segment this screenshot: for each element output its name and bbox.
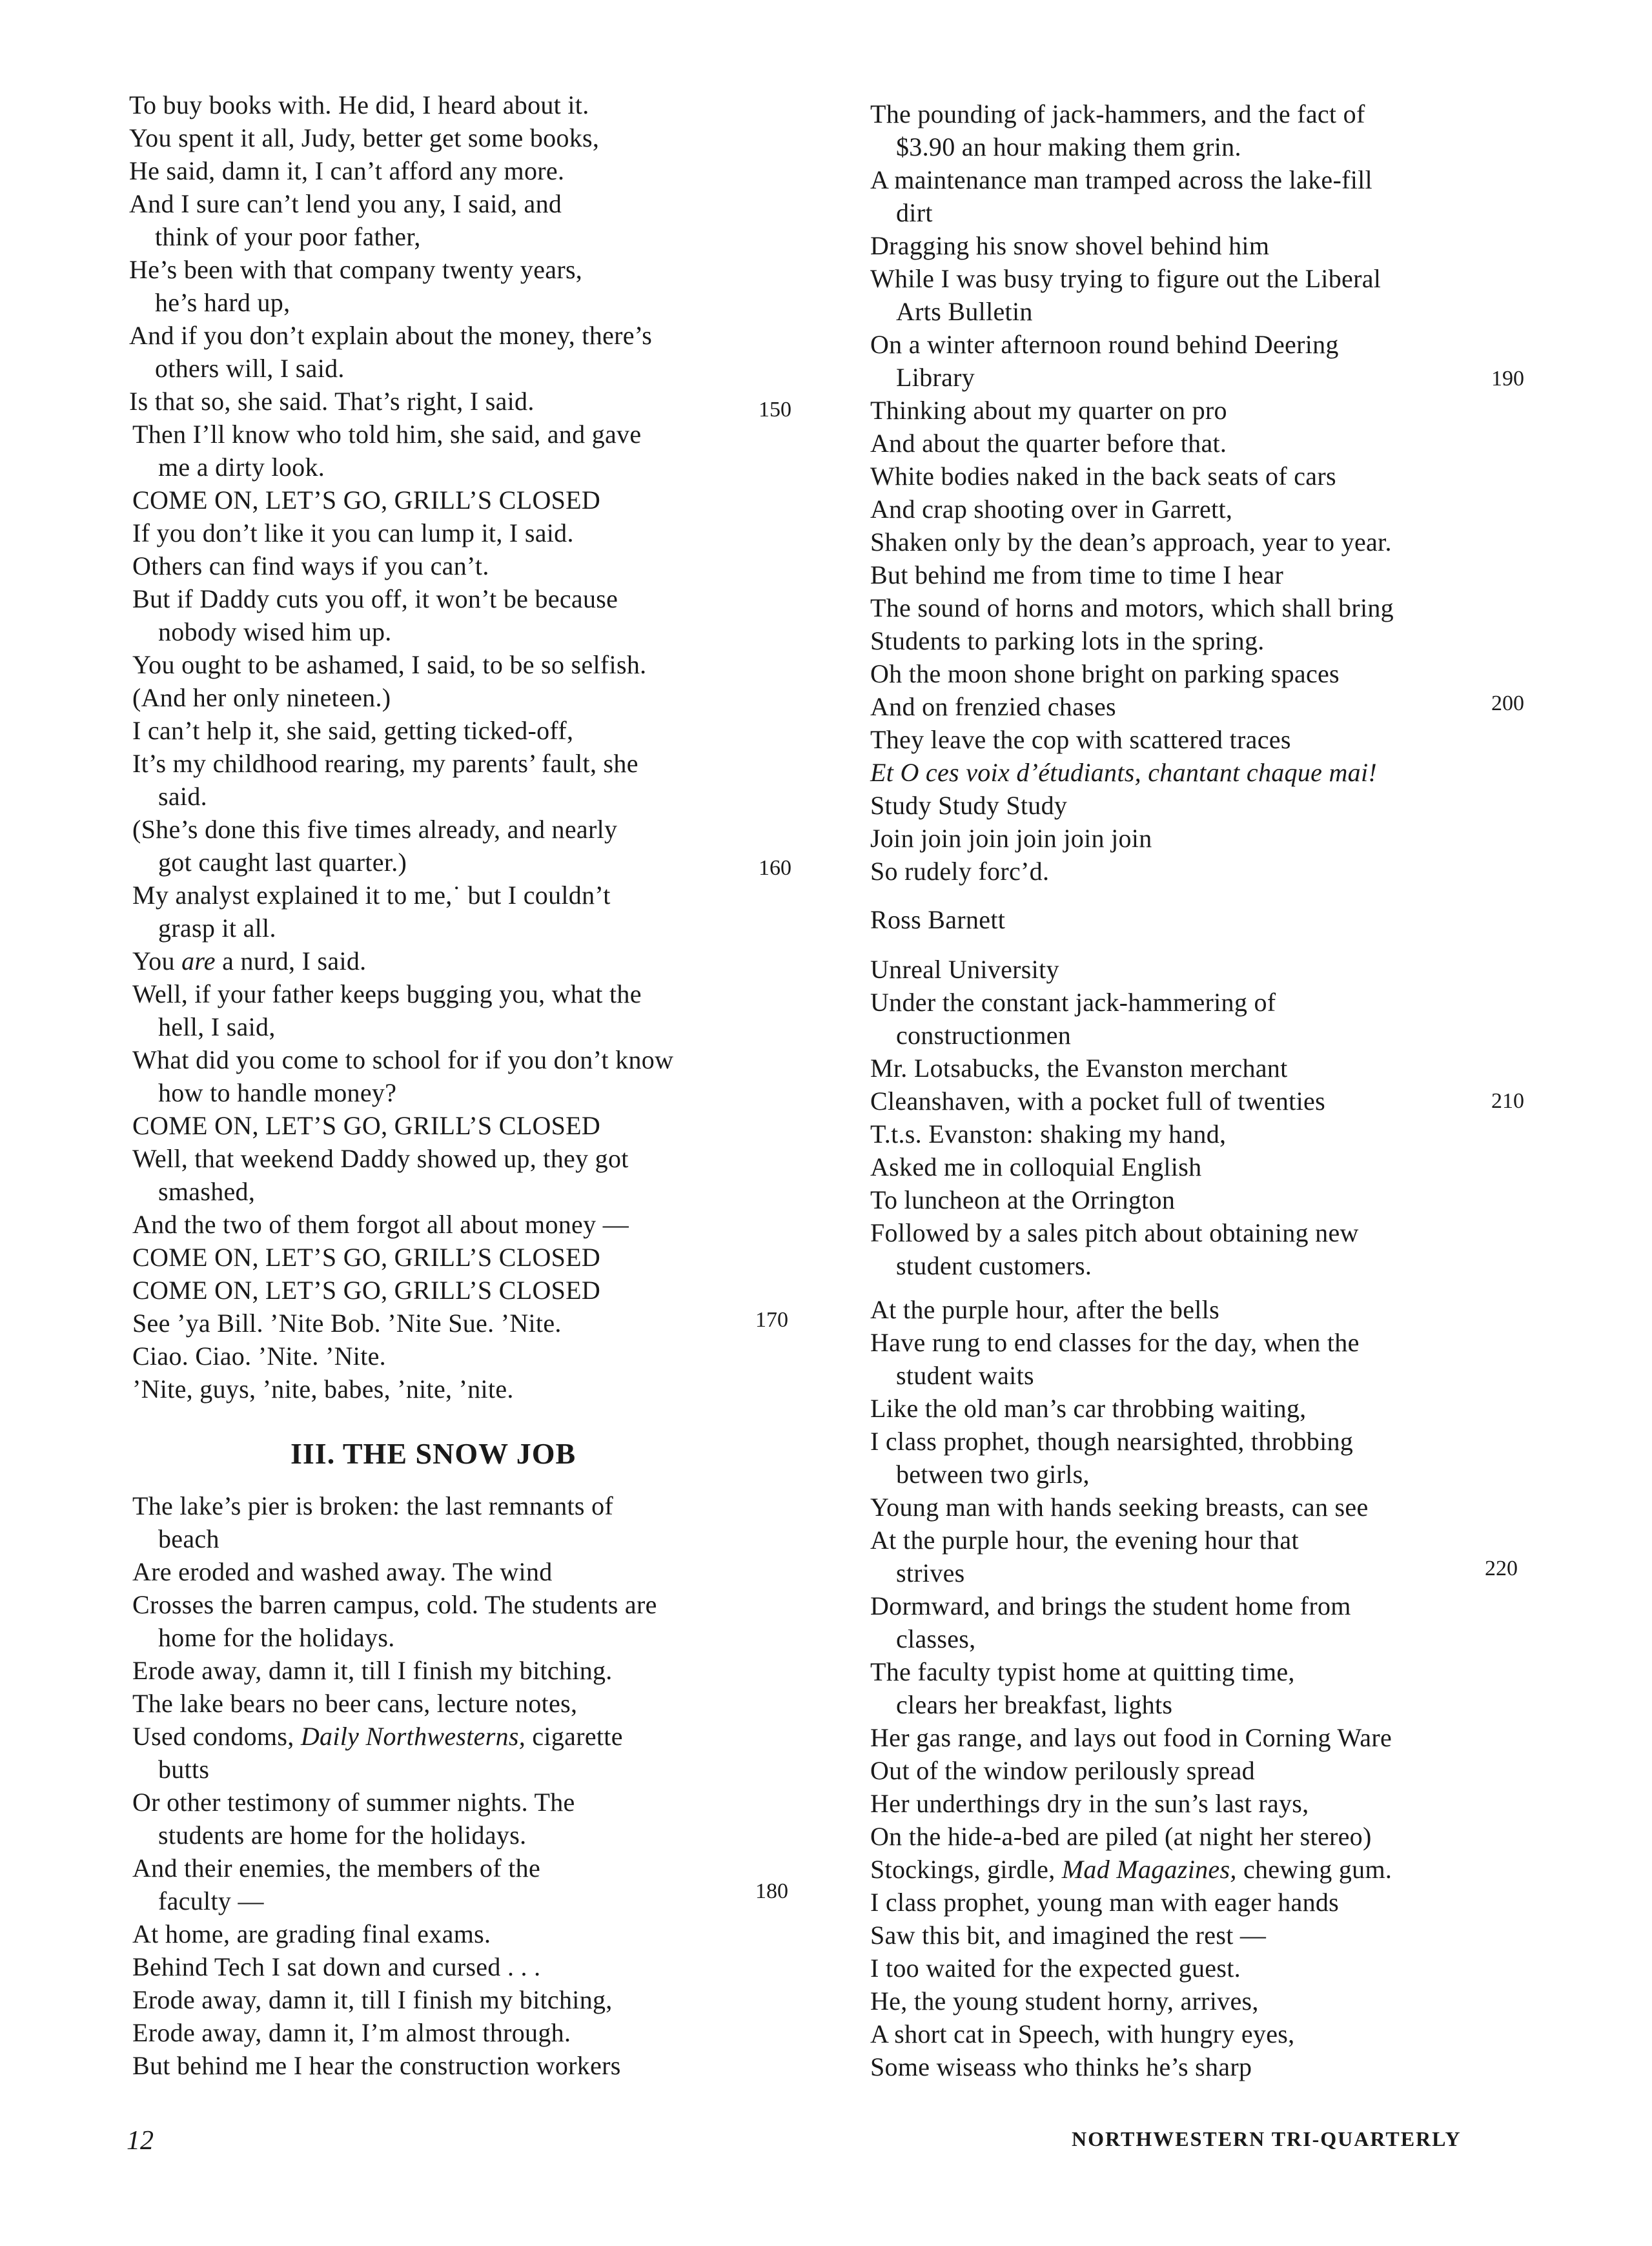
poem-line: The lake’s pier is broken: the last remnants of bbox=[132, 1491, 613, 1520]
poem-line: You spent it all, Judy, better get some books, bbox=[129, 123, 600, 152]
poem-line: Then I’ll know who told him, she said, and gave bbox=[132, 420, 642, 449]
poem-line: Are eroded and washed away. The wind bbox=[132, 1557, 553, 1586]
poem-line: At the purple hour, after the bells bbox=[870, 1295, 1219, 1324]
poem-line: Join join join join join join bbox=[870, 824, 1152, 853]
poem-text: Stockings, girdle, bbox=[870, 1855, 1062, 1884]
poem-line: Arts Bulletin bbox=[896, 297, 1033, 326]
poem-line: grasp it all. bbox=[158, 914, 276, 943]
poem-line: The faculty typist home at quitting time, bbox=[870, 1657, 1295, 1686]
poem-line: My analyst explained it to me,˙ but I couldn’t bbox=[132, 881, 611, 910]
poem-line: others will, I said. bbox=[155, 354, 345, 383]
line-number: 170 bbox=[755, 1308, 788, 1332]
poem-line: Followed by a sales pitch about obtaining new bbox=[870, 1218, 1359, 1247]
poem-line: But behind me I hear the construction workers bbox=[132, 2051, 621, 2080]
poem-line: So rudely forc’d. bbox=[870, 857, 1050, 886]
poem-line: classes, bbox=[896, 1624, 976, 1653]
poem-line: Erode away, damn it, I’m almost through. bbox=[132, 2018, 571, 2047]
poem-line: Well, if your father keeps bugging you, what the bbox=[132, 979, 642, 1008]
poem-emphasis: Daily Northwesterns, bbox=[300, 1722, 526, 1751]
poem-text: chewing gum. bbox=[1236, 1855, 1392, 1884]
poem-line: Dragging his snow shovel behind him bbox=[870, 231, 1270, 260]
poem-line: strives bbox=[896, 1558, 965, 1588]
page-number: 12 bbox=[127, 2126, 154, 2156]
poem-line: He said, damn it, I can’t afford any more. bbox=[129, 156, 565, 185]
line-number: 200 bbox=[1491, 691, 1524, 715]
poem-line: White bodies naked in the back seats of cars bbox=[870, 462, 1336, 491]
poem-line: Well, that weekend Daddy showed up, they got bbox=[132, 1144, 629, 1173]
poem-line: student waits bbox=[896, 1361, 1034, 1390]
poem-line: I class prophet, young man with eager hands bbox=[870, 1888, 1340, 1917]
poem-line: And about the quarter before that. bbox=[870, 429, 1227, 458]
poem-line: dirt bbox=[896, 198, 933, 227]
poem-line: Unreal University bbox=[870, 955, 1059, 984]
poem-line: Oh the moon shone bright on parking spaces bbox=[870, 659, 1340, 688]
poem-line: Erode away, damn it, till I finish my bitching, bbox=[132, 1985, 613, 2014]
poem-line: He’s been with that company twenty years, bbox=[129, 255, 583, 284]
line-number: 150 bbox=[759, 398, 791, 422]
poem-line: got caught last quarter.) bbox=[158, 848, 407, 877]
poem-emphasis: Et O ces voix d’étudiants, chantant chaque mai! bbox=[870, 758, 1378, 787]
poem-line: A short cat in Speech, with hungry eyes, bbox=[870, 2019, 1295, 2048]
poem-line: home for the holidays. bbox=[158, 1623, 395, 1652]
poem-line: And the two of them forgot all about money — bbox=[132, 1210, 629, 1239]
line-number: 210 bbox=[1491, 1089, 1524, 1113]
line-number: 190 bbox=[1491, 367, 1524, 391]
poem-line: What did you come to school for if you don’t know bbox=[132, 1045, 674, 1074]
poem-line: students are home for the holidays. bbox=[158, 1821, 527, 1850]
poem-line: To luncheon at the Orrington bbox=[870, 1185, 1176, 1214]
line-number: 180 bbox=[755, 1879, 788, 1903]
poem-text: You bbox=[132, 946, 182, 975]
poem-line: Like the old man’s car throbbing waiting, bbox=[870, 1394, 1307, 1423]
poem-line: I can’t help it, she said, getting ticked-off, bbox=[132, 716, 574, 745]
poem-line: between two girls, bbox=[896, 1460, 1090, 1489]
poem-line: Asked me in colloquial English bbox=[870, 1152, 1202, 1181]
poem-line: And if you don’t explain about the money, there’s bbox=[129, 321, 653, 350]
section-heading: III. THE SNOW JOB bbox=[291, 1437, 576, 1470]
poem-line: A maintenance man tramped across the lake-fill bbox=[870, 165, 1372, 194]
poem-line: He, the young student horny, arrives, bbox=[870, 1986, 1259, 2016]
poem-line: ’Nite, guys, ’nite, babes, ’nite, ’nite. bbox=[132, 1374, 514, 1404]
poem-line: $3.90 an hour making them grin. bbox=[896, 132, 1241, 161]
poem-line: Ciao. Ciao. ’Nite. ’Nite. bbox=[132, 1342, 386, 1371]
poem-line: If you don’t like it you can lump it, I said. bbox=[132, 518, 574, 547]
poem-line: hell, I said, bbox=[158, 1012, 276, 1041]
poem-line: Crosses the barren campus, cold. The students are bbox=[132, 1590, 657, 1619]
poem-line: The pounding of jack-hammers, and the fact of bbox=[870, 99, 1365, 128]
poem-line: said. bbox=[158, 782, 207, 811]
poem-line: While I was busy trying to figure out the Liberal bbox=[870, 264, 1382, 293]
poem-line bbox=[132, 1720, 623, 1753]
poem-line: Study Study Study bbox=[870, 791, 1068, 820]
poem-line: Her underthings dry in the sun’s last rays, bbox=[870, 1789, 1309, 1818]
poem-line: COME ON, LET’S GO, GRILL’S CLOSED bbox=[132, 485, 601, 515]
poem-line: Dormward, and brings the student home from bbox=[870, 1591, 1351, 1620]
poem-line: I too waited for the expected guest. bbox=[870, 1954, 1241, 1983]
poem-line: Shaken only by the dean’s approach, year to year. bbox=[870, 527, 1392, 556]
poem-line: Thinking about my quarter on pro bbox=[870, 396, 1227, 425]
poem-line: he’s hard up, bbox=[155, 288, 291, 317]
poem-text: Used condoms, bbox=[132, 1722, 301, 1751]
poem-line: And crap shooting over in Garrett, bbox=[870, 495, 1233, 524]
poem-line: At the purple hour, the evening hour that bbox=[870, 1526, 1299, 1555]
poem-emphasis: are bbox=[181, 946, 216, 975]
poem-line: On a winter afternoon round behind Deering bbox=[870, 330, 1339, 359]
poem-line: At home, are grading final exams. bbox=[132, 1919, 491, 1948]
poem-line: Cleanshaven, with a pocket full of twenties bbox=[870, 1087, 1325, 1116]
poem-line: student customers. bbox=[896, 1251, 1092, 1280]
poem-line: nobody wised him up. bbox=[158, 617, 392, 646]
poem-line: And on frenzied chases bbox=[870, 692, 1116, 721]
poem-line bbox=[870, 757, 1377, 789]
poem-line: Library bbox=[896, 363, 975, 392]
poem-line: And I sure can’t lend you any, I said, and bbox=[129, 189, 562, 218]
poem-line: I class prophet, though nearsighted, throbbing bbox=[870, 1427, 1354, 1456]
poem-line: Others can find ways if you can’t. bbox=[132, 551, 489, 580]
poem-line: To buy books with. He did, I heard about it. bbox=[129, 90, 589, 119]
poem-line: Is that so, she said. That’s right, I said. bbox=[129, 387, 535, 416]
poem-line: Some wiseass who thinks he’s sharp bbox=[870, 2052, 1252, 2081]
poem-line: (And her only nineteen.) bbox=[132, 683, 391, 712]
poem-line: how to handle money? bbox=[158, 1078, 397, 1107]
poem-line: Her gas range, and lays out food in Corning Ware bbox=[870, 1723, 1392, 1752]
poem-line: Saw this bit, and imagined the rest — bbox=[870, 1921, 1267, 1950]
poem-line: COME ON, LET’S GO, GRILL’S CLOSED bbox=[132, 1243, 601, 1272]
poem-line: Or other testimony of summer nights. The bbox=[132, 1788, 575, 1817]
poem-line: Erode away, damn it, till I finish my bitching. bbox=[132, 1656, 613, 1685]
poem-line: COME ON, LET’S GO, GRILL’S CLOSED bbox=[132, 1276, 601, 1305]
line-number: 220 bbox=[1485, 1557, 1518, 1580]
poem-line: The lake bears no beer cans, lecture notes, bbox=[132, 1689, 578, 1718]
poem-line: Mr. Lotsabucks, the Evanston merchant bbox=[870, 1054, 1288, 1083]
poem-line: COME ON, LET’S GO, GRILL’S CLOSED bbox=[132, 1111, 601, 1140]
poem-line: On the hide-a-bed are piled (at night her stereo) bbox=[870, 1822, 1372, 1851]
poem-line: Under the constant jack-hammering of bbox=[870, 988, 1276, 1017]
poem-text: a nurd, I said. bbox=[215, 946, 367, 975]
poem-line: Out of the window perilously spread bbox=[870, 1756, 1255, 1785]
poem-line: Behind Tech I sat down and cursed . . . bbox=[132, 1952, 541, 1981]
poem-line: clears her breakfast, lights bbox=[896, 1690, 1173, 1719]
poem-line: beach bbox=[158, 1524, 219, 1553]
poem-line: smashed, bbox=[158, 1177, 256, 1206]
journal-title: NORTHWESTERN TRI-QUARTERLY bbox=[1072, 2127, 1462, 2150]
line-number: 160 bbox=[759, 856, 791, 880]
poem-emphasis: Mad Magazines, bbox=[1061, 1855, 1237, 1884]
poem-line: They leave the cop with scattered traces bbox=[870, 725, 1291, 754]
poem-line: Students to parking lots in the spring. bbox=[870, 626, 1265, 655]
poem-line: think of your poor father, bbox=[155, 222, 421, 251]
poem-line: You ought to be ashamed, I said, to be so selfish. bbox=[132, 650, 647, 679]
poem-line: (She’s done this five times already, and nearly bbox=[132, 815, 618, 844]
poem-text: cigarette bbox=[525, 1722, 623, 1751]
poem-line: It’s my childhood rearing, my parents’ fault, she bbox=[132, 749, 638, 778]
poem-line: Young man with hands seeking breasts, can see bbox=[870, 1493, 1369, 1522]
poem-line: And their enemies, the members of the bbox=[132, 1853, 541, 1883]
poem-line bbox=[132, 945, 366, 977]
poem-line: The sound of horns and motors, which shall bring bbox=[870, 593, 1394, 622]
poem-line: Have rung to end classes for the day, when the bbox=[870, 1328, 1360, 1357]
poem-line: Ross Barnett bbox=[870, 905, 1006, 934]
poem-line bbox=[870, 1853, 1392, 1886]
poem-line: See ’ya Bill. ’Nite Bob. ’Nite Sue. ’Nite. bbox=[132, 1309, 562, 1338]
poem-line: butts bbox=[158, 1755, 210, 1784]
poem-line: faculty — bbox=[158, 1886, 264, 1915]
poem-line: constructionmen bbox=[896, 1021, 1072, 1050]
poem-line: T.t.s. Evanston: shaking my hand, bbox=[870, 1119, 1227, 1149]
poem-line: But if Daddy cuts you off, it won’t be because bbox=[132, 584, 618, 613]
poem-line: But behind me from time to time I hear bbox=[870, 560, 1284, 589]
poem-line: me a dirty look. bbox=[158, 453, 325, 482]
